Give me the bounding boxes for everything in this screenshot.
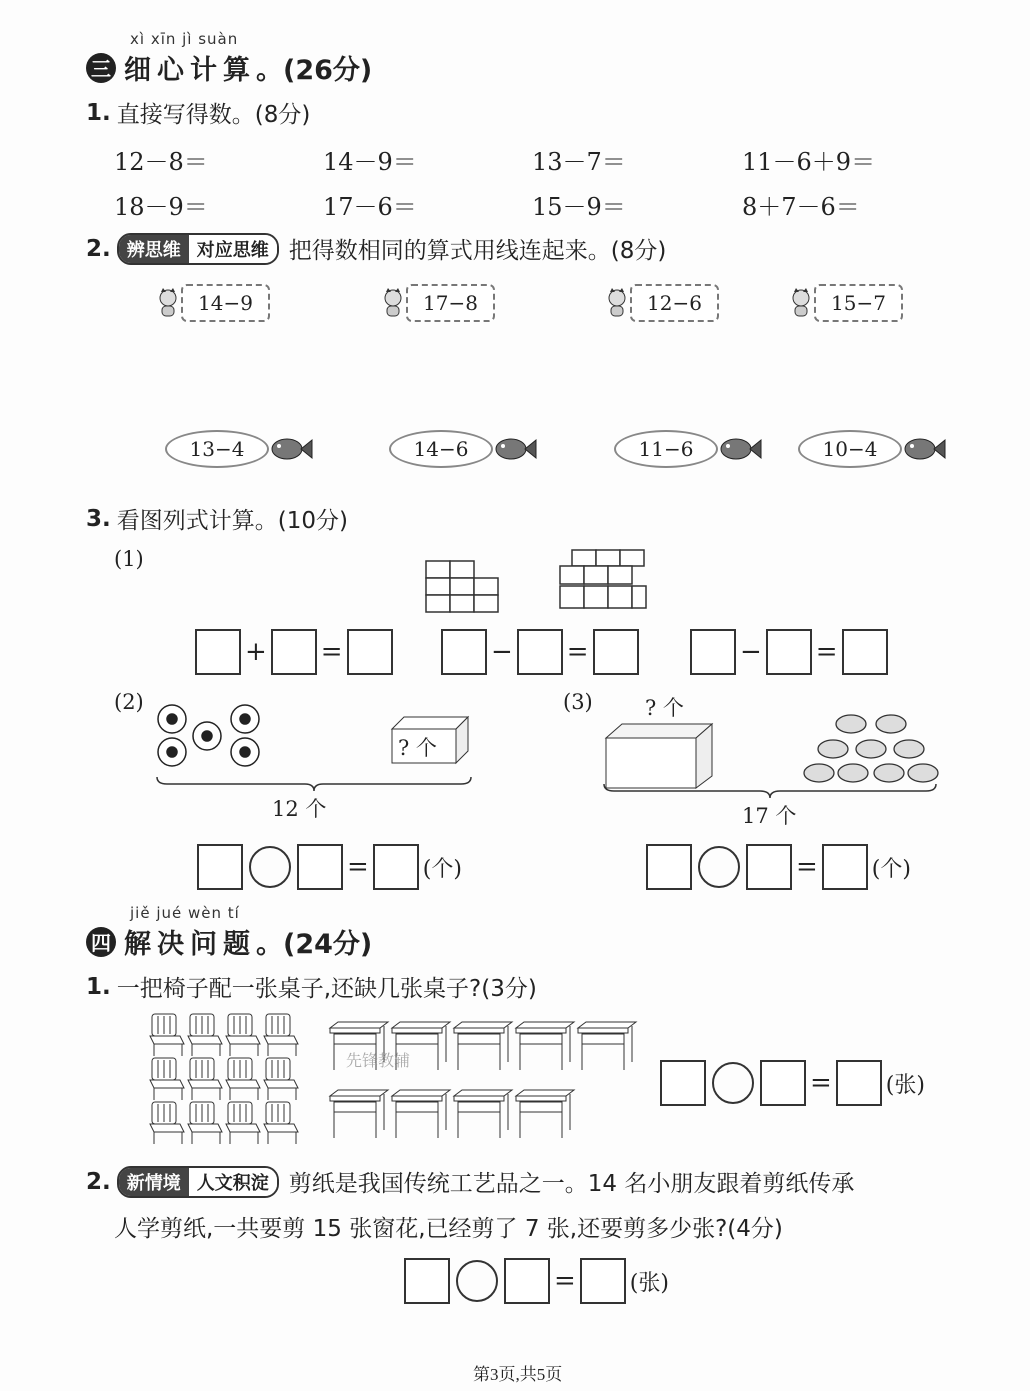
cat-icon (604, 288, 630, 318)
eq-part2 (197, 844, 462, 890)
top-card-2-group (380, 284, 495, 322)
eq-subtraction-1 (441, 629, 639, 675)
tag-topic: 对应思维 (189, 235, 277, 263)
answer-box[interactable] (842, 629, 888, 675)
answer-box[interactable] (297, 844, 343, 890)
equals-sign: = (566, 637, 589, 667)
answer-box[interactable] (660, 1060, 706, 1106)
answer-box[interactable] (690, 629, 736, 675)
bottom-card[interactable]: 11−6 (614, 430, 718, 468)
brace-icon (602, 782, 938, 800)
equals-sign: = (796, 852, 818, 882)
unit-label: (个) (871, 856, 911, 882)
answer-box[interactable] (404, 1258, 450, 1304)
expr-5: 18－9＝ (114, 193, 208, 221)
bottom-card-2-group (389, 430, 537, 468)
answer-box[interactable] (646, 844, 692, 890)
expr-3: 13－7＝ (532, 148, 626, 176)
bottom-card-1-group (165, 430, 313, 468)
operator-circle[interactable] (698, 846, 740, 888)
top-card[interactable]: 15−7 (814, 284, 903, 322)
top-card-3-group (604, 284, 719, 322)
answer-box[interactable] (760, 1060, 806, 1106)
page-footer: 第3页,共5页 (473, 1365, 563, 1384)
top-card-1-group (155, 284, 270, 322)
eq-papercut (404, 1258, 669, 1304)
unit-label: (张) (885, 1072, 925, 1098)
answer-box[interactable] (836, 1060, 882, 1106)
s3-q1-number: 1. (86, 99, 111, 126)
top-card[interactable]: 12−6 (630, 284, 719, 322)
tag-category: 辨思维 (119, 235, 189, 263)
part1-label: (1) (114, 547, 144, 571)
answer-box[interactable] (822, 844, 868, 890)
operator-circle[interactable] (456, 1260, 498, 1302)
s4-q2-number: 2. (86, 1168, 111, 1195)
bottom-card[interactable]: 14−6 (389, 430, 493, 468)
minus-sign: − (491, 637, 513, 667)
equals-sign: = (815, 637, 838, 667)
operator-circle[interactable] (249, 846, 291, 888)
eq-chairs (660, 1060, 925, 1106)
expr-2: 14－9＝ (323, 148, 417, 176)
fish-icon (269, 434, 313, 464)
section3-pinyin: xì xīn jì suàn (130, 30, 239, 48)
expr-1: 12－8＝ (114, 148, 208, 176)
cube-stack-right (558, 546, 650, 612)
s3-q1-prompt (86, 96, 310, 129)
section3-title (86, 48, 372, 87)
chairs-icon (148, 1012, 308, 1150)
expr-6: 17－6＝ (323, 193, 417, 221)
top-card-4-group (788, 284, 903, 322)
answer-box[interactable] (441, 629, 487, 675)
open-box-icon (604, 722, 716, 790)
equals-sign: = (347, 852, 369, 882)
watermark: 先锋教辅 (346, 1051, 411, 1070)
operator-circle[interactable] (712, 1062, 754, 1104)
bottom-card-4-group (798, 430, 946, 468)
s4-q1-text: 一把椅子配一张桌子,还缺几张桌子?(3分) (116, 976, 537, 1002)
part2-label: (2) (114, 690, 144, 714)
expr-7: 15－9＝ (532, 193, 626, 221)
bottom-card-3-group (614, 430, 762, 468)
s4-q2-line2: 人学剪纸,一共要剪 15 张窗花,已经剪了 7 张,还要剪多少张?(4分) (114, 1216, 783, 1242)
tag-pill (117, 1166, 279, 1198)
s4-q2-prompt (86, 1165, 854, 1198)
total-label: 17 个 (742, 804, 797, 828)
desks-icon (328, 1020, 638, 1148)
answer-box[interactable] (766, 629, 812, 675)
tag-category: 新情境 (119, 1168, 189, 1196)
fish-icon (902, 434, 946, 464)
equals-sign: = (320, 637, 343, 667)
section3-number-badge: 三 (86, 53, 116, 83)
answer-box[interactable] (347, 629, 393, 675)
answer-box[interactable] (197, 844, 243, 890)
fish-icon (718, 434, 762, 464)
hidden-box-small (390, 715, 468, 763)
soccer-balls-icon (155, 702, 265, 768)
part3-label: (3) (563, 690, 593, 714)
minus-sign: − (740, 637, 762, 667)
tag-topic: 人文积淀 (189, 1168, 277, 1196)
answer-box[interactable] (504, 1258, 550, 1304)
potatoes-icon (803, 712, 943, 784)
section4-number-badge: 四 (86, 927, 116, 957)
s3-q2-prompt (86, 232, 666, 265)
answer-box[interactable] (195, 629, 241, 675)
answer-box[interactable] (580, 1258, 626, 1304)
unknown-count-label: ? 个 (645, 696, 684, 720)
plus-sign: + (245, 637, 267, 667)
s4-q1-prompt (86, 970, 537, 1003)
s3-q2-text: 把得数相同的算式用线连起来。(8分) (288, 238, 667, 264)
cat-icon (380, 288, 406, 318)
bottom-card[interactable]: 10−4 (798, 430, 902, 468)
eq-part3 (646, 844, 911, 890)
answer-box[interactable] (746, 844, 792, 890)
section4-score: 。(24分) (256, 929, 373, 960)
brace-icon (155, 775, 473, 793)
answer-box[interactable] (373, 844, 419, 890)
fish-icon (493, 434, 537, 464)
total-label: 12 个 (272, 797, 327, 821)
s3-q3-text: 看图列式计算。(10分) (116, 508, 348, 534)
unit-label: (张) (629, 1270, 669, 1296)
expr-4: 11－6＋9＝ (742, 148, 876, 176)
unknown-count-label: ? 个 (398, 736, 437, 760)
s3-q1-text: 直接写得数。(8分) (116, 102, 311, 128)
cube-stack-left (424, 555, 504, 613)
eq-subtraction-2 (690, 629, 888, 675)
section4-pinyin: jiě jué wèn tí (130, 904, 240, 922)
top-card[interactable]: 14−9 (181, 284, 270, 322)
answer-box[interactable] (271, 629, 317, 675)
equals-sign: = (554, 1266, 576, 1296)
cat-icon (788, 288, 814, 318)
s3-q2-number: 2. (86, 235, 111, 262)
bottom-card[interactable]: 13−4 (165, 430, 269, 468)
answer-box[interactable] (517, 629, 563, 675)
unit-label: (个) (422, 856, 462, 882)
answer-box[interactable] (593, 629, 639, 675)
top-card[interactable]: 17−8 (406, 284, 495, 322)
section4-title (86, 922, 372, 961)
s3-q3-prompt (86, 502, 348, 535)
expr-8: 8＋7－6＝ (742, 193, 860, 221)
equals-sign: = (810, 1068, 832, 1098)
cat-icon (155, 288, 181, 318)
section3-score: 。(26分) (256, 55, 373, 86)
s3-q3-number: 3. (86, 505, 111, 532)
section4-title-text: 解决问题 (124, 929, 256, 960)
section3-title-text: 细心计算 (124, 55, 256, 86)
s4-q2-line1: 剪纸是我国传统工艺品之一。14 名小朋友跟着剪纸传承 (288, 1171, 855, 1197)
tag-pill (117, 233, 279, 265)
eq-addition (195, 629, 393, 675)
s4-q1-number: 1. (86, 973, 111, 1000)
